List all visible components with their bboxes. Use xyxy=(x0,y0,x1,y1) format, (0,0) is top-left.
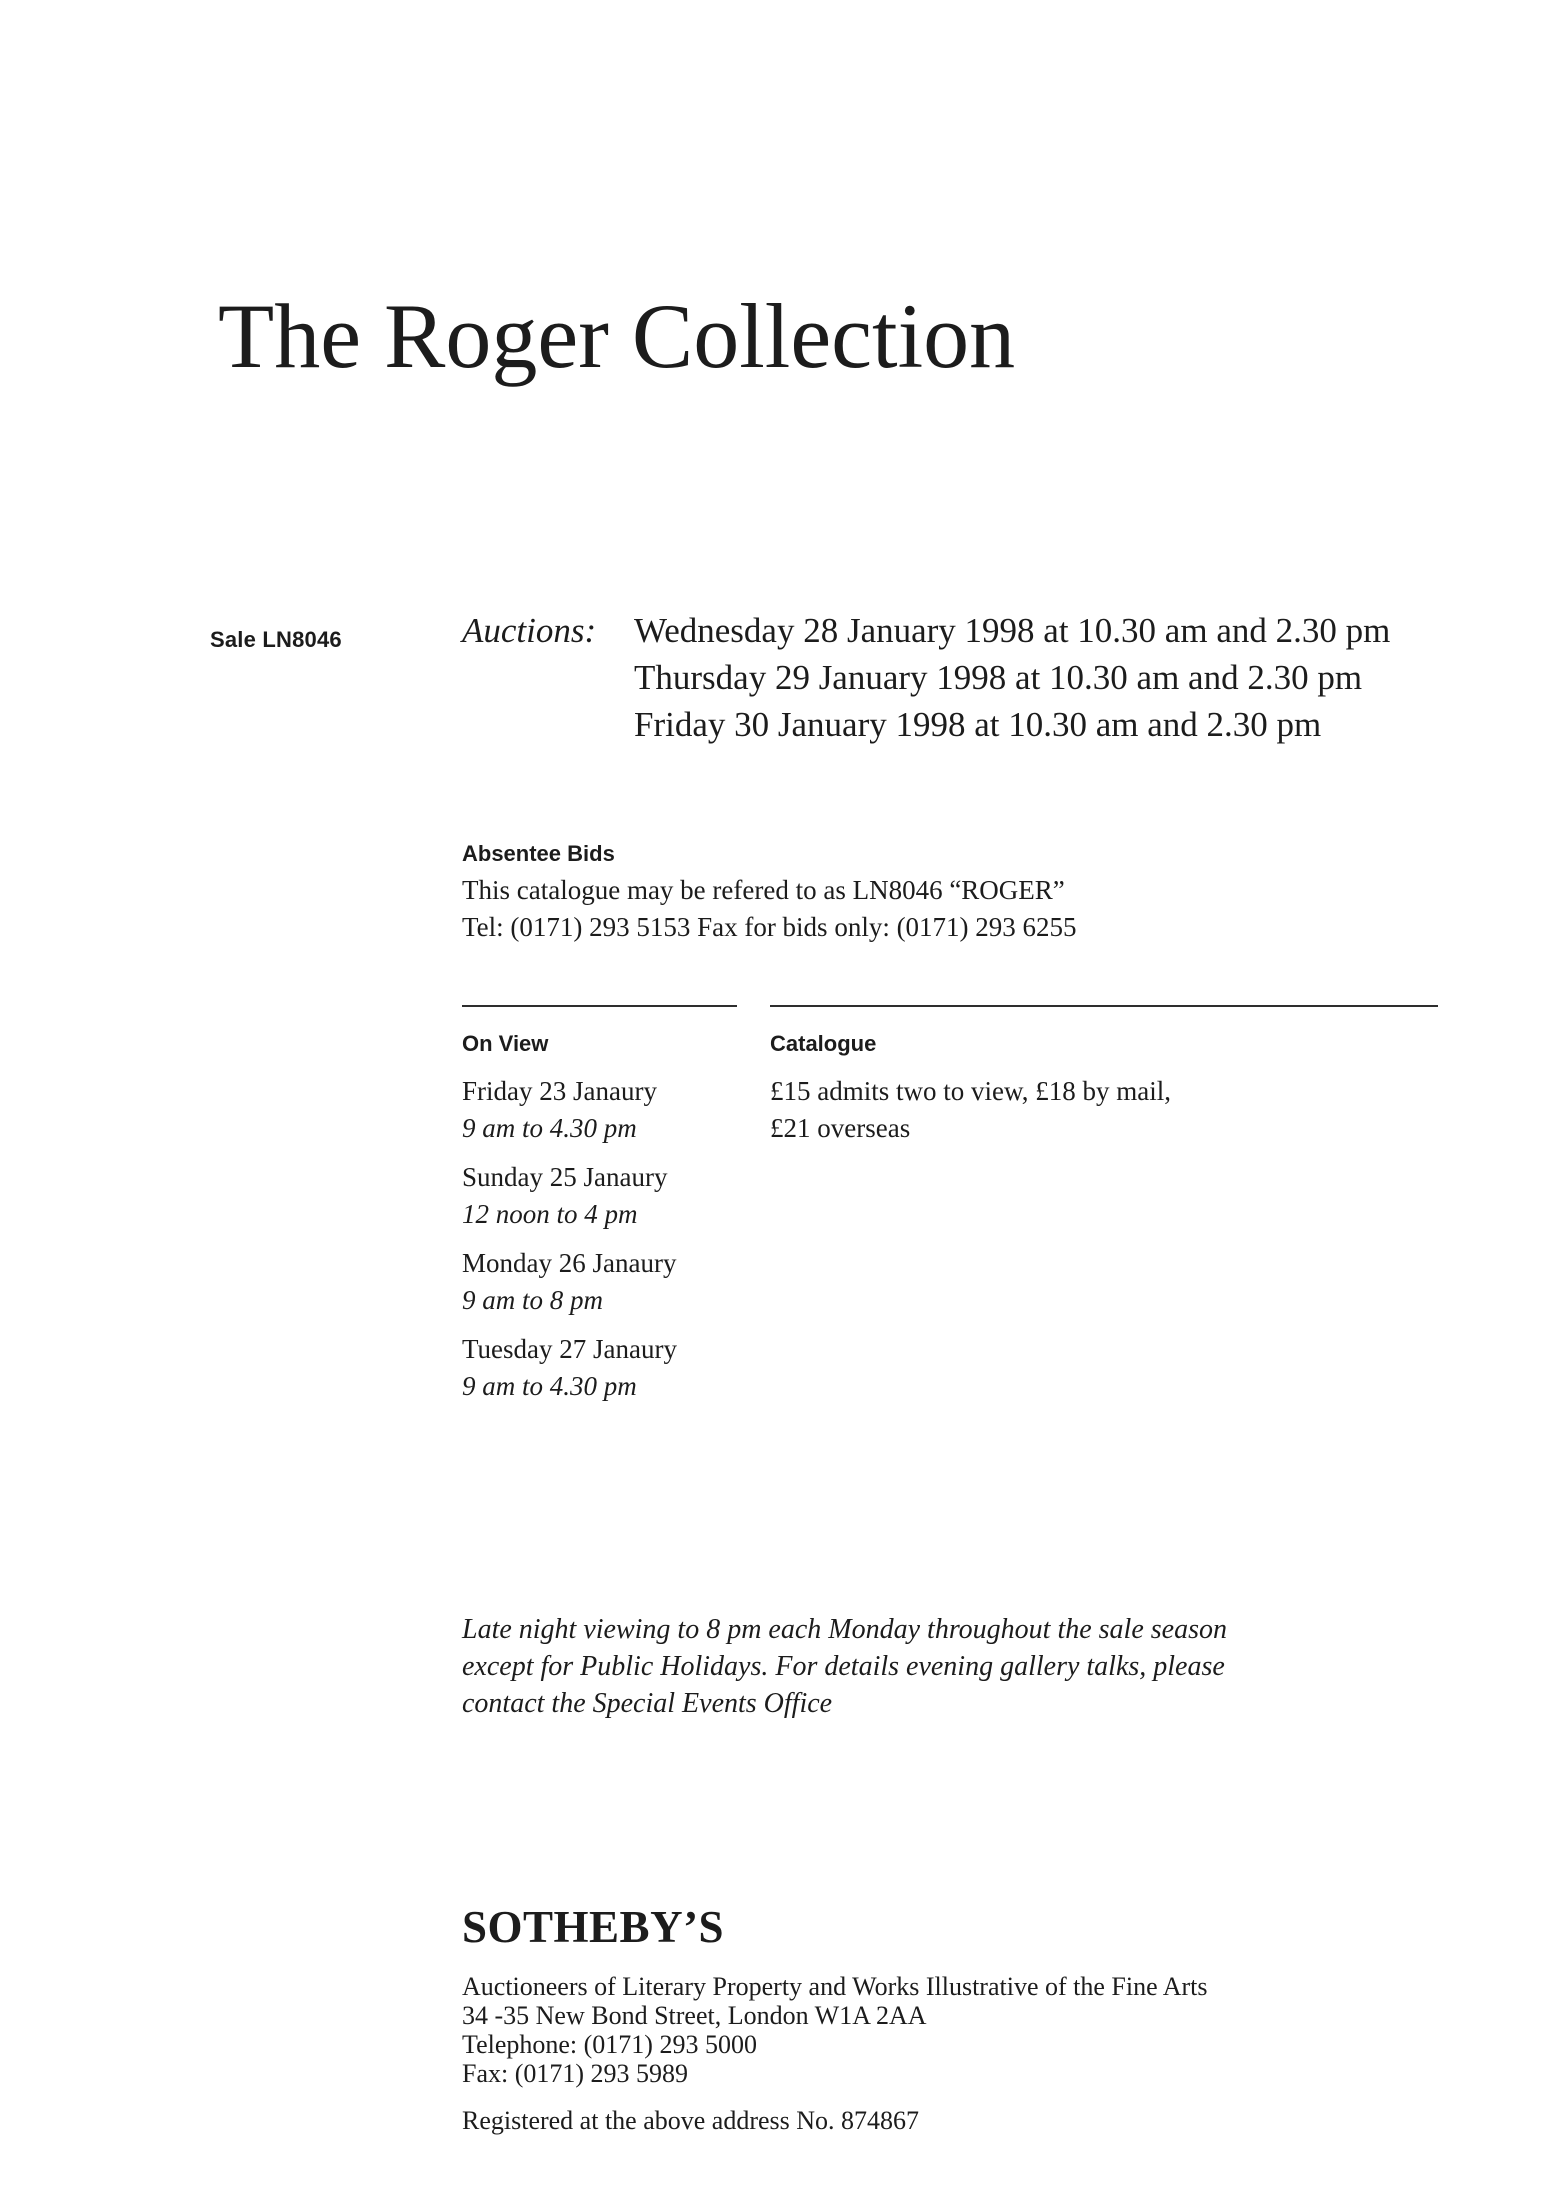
on-view-heading: On View xyxy=(462,1031,549,1056)
viewing-session xyxy=(462,1245,677,1319)
auction-date-line: Thursday 29 January 1998 at 10.30 am and 2.30 pm xyxy=(634,658,1363,697)
late-viewing-note-line: except for Public Holidays. For details evening gallery talks, please xyxy=(462,1651,1225,1682)
publisher-address-block xyxy=(462,1972,1207,2088)
auctions-section xyxy=(462,607,1390,748)
publisher-fax: Fax: (0171) 293 5989 xyxy=(462,2059,689,2088)
auction-dates xyxy=(634,607,1390,748)
session-date: Sunday 25 Janaury xyxy=(462,1162,668,1192)
on-view-schedule xyxy=(462,1073,677,1417)
viewing-session xyxy=(462,1331,677,1405)
session-time: 12 noon to 4 pm xyxy=(462,1199,638,1229)
catalogue-price-line: £15 admits two to view, £18 by mail, xyxy=(770,1076,1171,1106)
on-view-rule xyxy=(462,1005,737,1007)
late-viewing-note-line: Late night viewing to 8 pm each Monday throughout the sale season xyxy=(462,1614,1227,1645)
publisher-street-address: 34 -35 New Bond Street, London W1A 2AA xyxy=(462,2001,927,2030)
late-viewing-note xyxy=(462,1611,1227,1722)
viewing-session xyxy=(462,1159,677,1233)
auction-date-line: Wednesday 28 January 1998 at 10.30 am and 2.30 pm xyxy=(634,611,1391,650)
session-time: 9 am to 8 pm xyxy=(462,1285,603,1315)
absentee-bids-phone-line: Tel: (0171) 293 5153 Fax for bids only: (0171) 293 6255 xyxy=(462,912,1077,942)
page-title: The Roger Collection xyxy=(218,285,1016,387)
publisher-telephone: Telephone: (0171) 293 5000 xyxy=(462,2030,757,2059)
publisher-logo-text: SOTHEBY’S xyxy=(462,1902,725,1952)
publisher-description: Auctioneers of Literary Property and Works Illustrative of the Fine Arts xyxy=(462,1972,1208,2001)
catalogue-price-line: £21 overseas xyxy=(770,1113,911,1143)
session-time: 9 am to 4.30 pm xyxy=(462,1113,637,1143)
session-date: Friday 23 Janaury xyxy=(462,1076,657,1106)
viewing-session xyxy=(462,1073,677,1147)
absentee-bids-reference-line: This catalogue may be refered to as LN8046 “ROGER” xyxy=(462,875,1065,905)
registration-note: Registered at the above address No. 874867 xyxy=(462,2106,920,2135)
session-date: Monday 26 Janaury xyxy=(462,1248,677,1278)
catalogue-pricing xyxy=(770,1073,1171,1147)
late-viewing-note-line: contact the Special Events Office xyxy=(462,1688,833,1719)
catalogue-heading: Catalogue xyxy=(770,1031,877,1056)
sale-number-label: Sale LN8046 xyxy=(210,627,342,652)
absentee-bids-heading: Absentee Bids xyxy=(462,841,615,866)
session-time: 9 am to 4.30 pm xyxy=(462,1371,637,1401)
auction-date-line: Friday 30 January 1998 at 10.30 am and 2.30 pm xyxy=(634,705,1322,744)
absentee-bids-section xyxy=(462,841,1077,946)
auctions-label: Auctions: xyxy=(462,611,597,650)
catalogue-rule xyxy=(770,1005,1438,1007)
session-date: Tuesday 27 Janaury xyxy=(462,1334,677,1364)
